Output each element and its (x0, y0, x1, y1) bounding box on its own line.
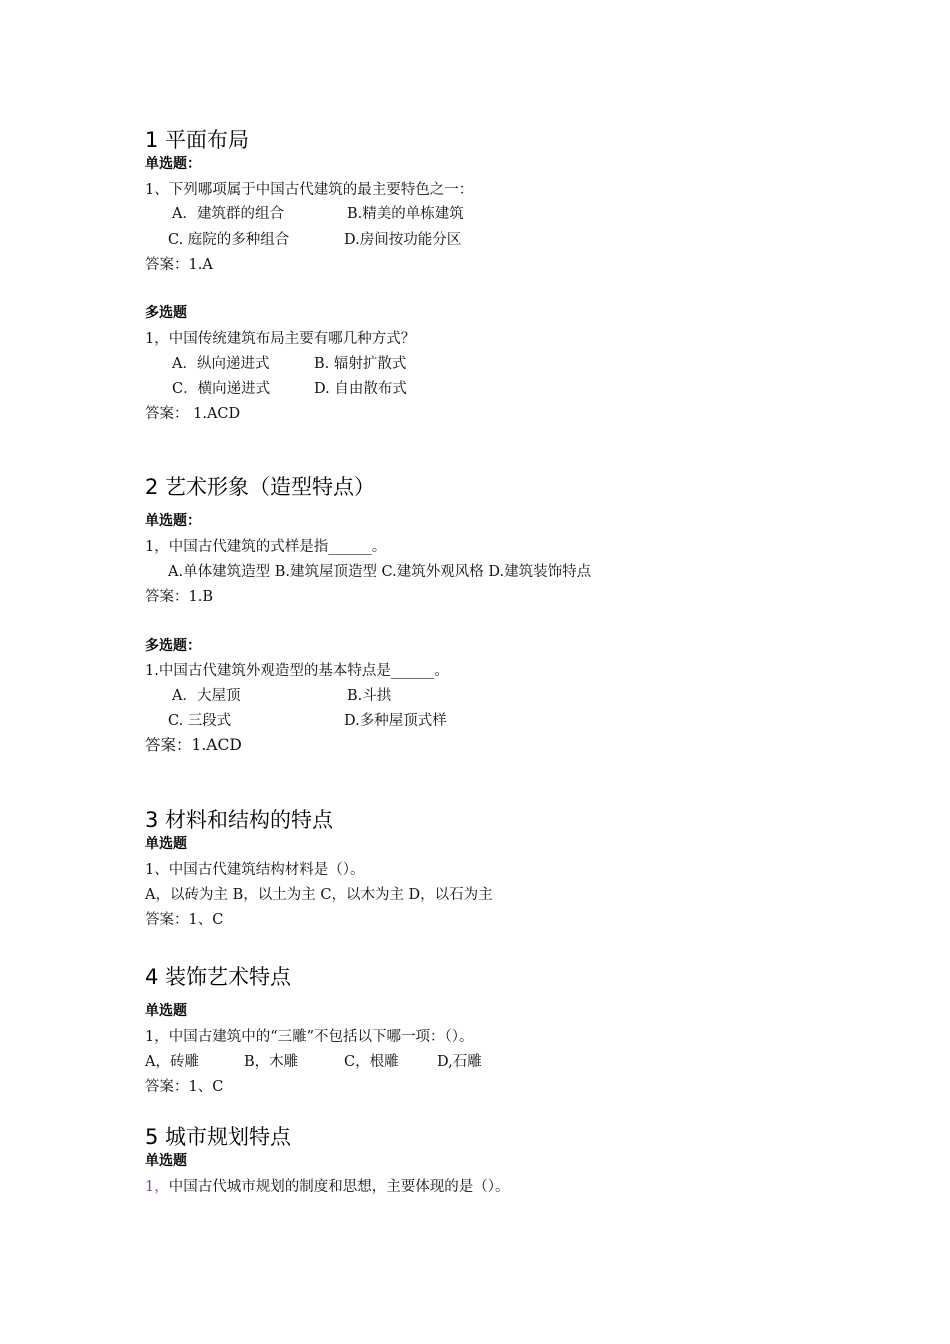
s4-single-option-a: A，砖雕 (145, 1054, 199, 1070)
s1-single-answer: 答案：1.A (145, 257, 213, 273)
s2-multi-label: 多选题： (145, 638, 201, 654)
section-3-heading: 3 材料和结构的特点 (145, 808, 334, 832)
s2-single-answer: 答案：1.B (145, 589, 213, 605)
s1-single-option-b: B.精美的单栋建筑 (347, 206, 464, 222)
s1-single-option-c: C. 庭院的多种组合 (168, 232, 290, 248)
section-1-heading: 1 平面布局 (145, 128, 250, 152)
s1-single-option-a: A．建筑群的组合 (172, 206, 284, 222)
s4-single-question: 1，中国古建筑中的“三雕”不包括以下哪一项：（）。 (145, 1029, 474, 1045)
section-2-heading: 2 艺术形象（造型特点） (145, 475, 376, 499)
s3-single-label: 单选题 (145, 836, 187, 852)
s3-single-options: A，以砖为主 B，以土为主 C，以木为主 D，以石为主 (145, 887, 493, 903)
s5-single-label: 单选题 (145, 1153, 187, 1169)
s2-multi-option-d: D.多种屋顶式样 (344, 713, 447, 729)
s2-multi-option-a: A．大屋顶 (172, 688, 241, 704)
s5-question-number: 1， (145, 1179, 169, 1195)
s3-single-answer: 答案：1、C (145, 912, 224, 928)
s1-single-option-d: D.房间按功能分区 (344, 232, 462, 248)
s1-multi-option-a: A．纵向递进式 (172, 356, 270, 372)
s2-multi-answer: 答案：1.ACD (145, 736, 242, 754)
s4-single-option-d: D,石雕 (437, 1054, 482, 1070)
section-4-heading: 4 装饰艺术特点 (145, 965, 292, 989)
s1-multi-label: 多选题 (145, 305, 187, 321)
s4-single-answer: 答案：1、C (145, 1079, 224, 1095)
s1-multi-option-d: D. 自由散布式 (314, 381, 407, 397)
s1-multi-question: 1，中国传统建筑布局主要有哪几种方式？ (145, 331, 416, 347)
s2-single-label: 单选题： (145, 513, 201, 529)
s1-single-question: 1、下列哪项属于中国古代建筑的最主要特色之一： (145, 182, 474, 198)
s4-single-option-c: C，根雕 (344, 1054, 399, 1070)
section-5-heading: 5 城市规划特点 (145, 1125, 292, 1149)
s2-multi-option-c: C. 三段式 (168, 713, 232, 729)
s4-single-label: 单选题 (145, 1003, 187, 1019)
s1-multi-option-b: B. 辐射扩散式 (314, 356, 407, 372)
s2-multi-option-b: B.斗拱 (347, 688, 392, 704)
s4-single-option-b: B，木雕 (244, 1054, 299, 1070)
s2-multi-question: 1.中国古代建筑外观造型的基本特点是______。 (145, 663, 449, 679)
s3-single-question: 1、中国古代建筑结构材料是（）。 (145, 862, 365, 878)
s2-single-question: 1，中国古代建筑的式样是指______。 (145, 539, 387, 555)
s1-multi-option-c: C．横向递进式 (172, 381, 271, 397)
s5-single-question: 中国古代城市规划的制度和思想，主要体现的是（）。 (168, 1179, 510, 1195)
s1-single-label: 单选题： (145, 156, 201, 172)
s2-single-options: A.单体建筑造型 B.建筑屋顶造型 C.建筑外观风格 D.建筑装饰特点 (168, 564, 592, 580)
s5-single-question-line (145, 1175, 509, 1196)
s1-multi-answer: 答案： 1.ACD (145, 406, 241, 422)
